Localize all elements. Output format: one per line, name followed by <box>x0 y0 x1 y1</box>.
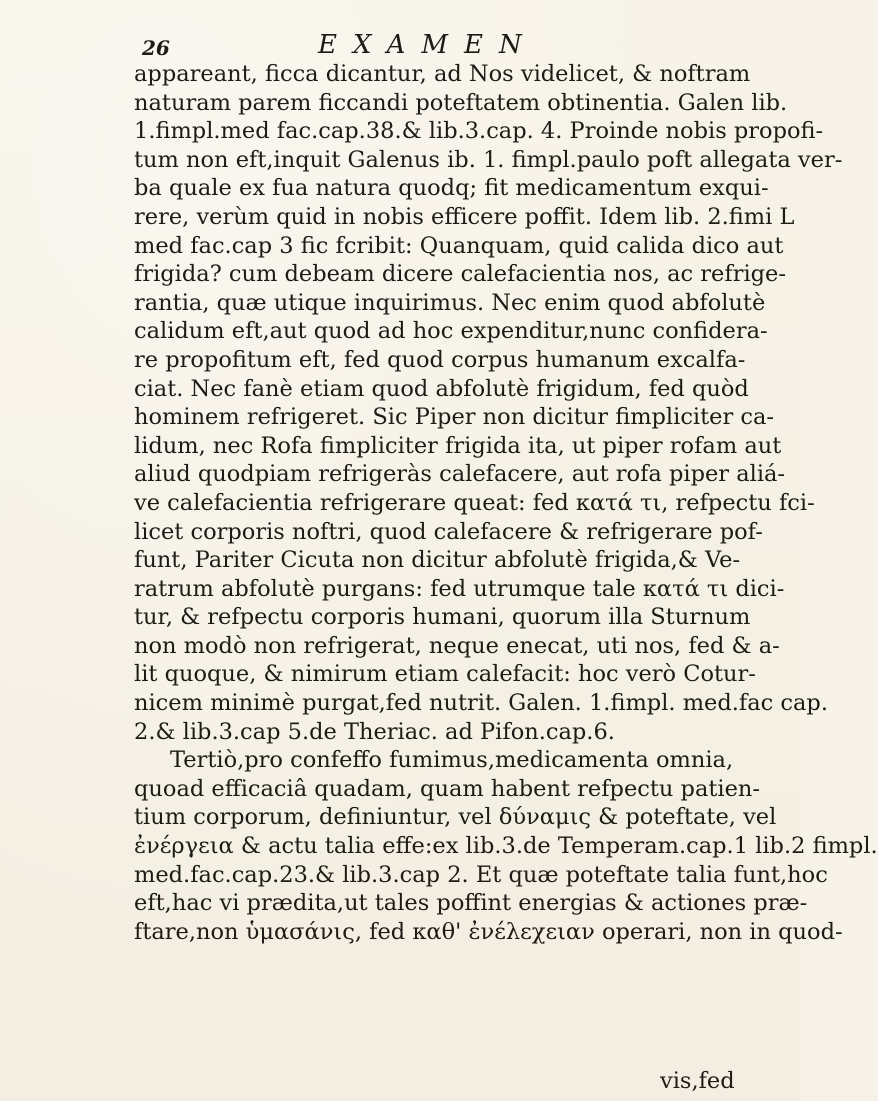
text-line: rere, verùm quid in nobis efficere poffit. Idem lib. 2.fimi L <box>134 203 795 230</box>
text-line: aliud quodpiam refrigeràs calefacere, aut rofa piper aliá- <box>134 461 786 488</box>
text-line: hominem refrigeret. Sic Piper non dicitur fimpliciter ca- <box>134 404 775 431</box>
running-head: EXAMEN <box>318 30 538 60</box>
text-line: rantia, quæ utique inquirimus. Nec enim quod abfolutè <box>134 289 766 316</box>
text-line: calidum eft,aut quod ad hoc expenditur,nunc confidera- <box>134 318 768 345</box>
text-line: tium corporum, definiuntur, vel δύναμις & poteftate, vel <box>134 804 777 831</box>
catchword: vis,fed <box>660 1068 735 1094</box>
text-line: re propofitum eft, fed quod corpus humanum excalfa- <box>134 346 746 373</box>
text-line: lidum, nec Rofa fimpliciter frigida ita, ut piper rofam aut <box>134 432 782 459</box>
text-line: lit quoque, & nimirum etiam calefacit: hoc verò Cotur- <box>134 661 756 688</box>
text-line: 2.& lib.3.cap 5.de Theriac. ad Pifon.cap.6. <box>134 718 615 745</box>
text-line: med.fac.cap.23.& lib.3.cap 2. Et quæ poteftate talia funt,hoc <box>134 861 828 888</box>
text-line: quoad efficaciâ quadam, quam habent refpectu patien- <box>134 775 761 802</box>
text-line: funt, Pariter Cicuta non dicitur abfolutè frigida,& Ve- <box>134 547 741 574</box>
text-line: tur, & refpectu corporis humani, quorum illa Sturnum <box>134 604 751 631</box>
page-header <box>142 20 712 60</box>
text-line: nicem minimè purgat,fed nutrit. Galen. 1.fimpl. med.fac cap. <box>134 690 828 717</box>
text-line: eft,hac vi prædita,ut tales poffint energias & actiones præ- <box>134 890 808 917</box>
text-line: med fac.cap 3 fic fcribit: Quanquam, quid calida dico aut <box>134 232 784 259</box>
text-line: tum non eft,inquit Galenus ib. 1. fimpl.paulo poft allegata ver- <box>134 146 843 173</box>
text-line: 1.fimpl.med fac.cap.38.& lib.3.cap. 4. Proinde nobis propofi- <box>134 118 824 145</box>
text-line: licet corporis noftri, quod calefacere & refrigerare pof- <box>134 518 763 545</box>
text-line: ἐνέργεια & actu talia effe:ex lib.3.de Temperam.cap.1 lib.2 fimpl. <box>134 833 878 860</box>
text-line: ratrum abfolutè purgans: fed utrumque tale κατά τι dici- <box>134 575 785 602</box>
text-line: ve calefacientia refrigerare queat: fed κατά τι, refpectu fci- <box>134 489 815 516</box>
body-text <box>134 60 878 946</box>
text-line: appareant, ficca dicantur, ad Nos videlicet, & noftram <box>134 61 751 87</box>
text-line: ciat. Nec fanè etiam quod abfolutè frigidum, fed quòd <box>134 375 749 402</box>
text-line: ba quale ex fua natura quodq; fit medicamentum exqui- <box>134 175 769 202</box>
page-number: 26 <box>142 36 170 60</box>
text-line: ftare,non ὑμασάνις, fed καθ' ἐνέλεχειαν operari, non in quod- <box>134 918 843 945</box>
text-line: naturam parem ficcandi poteftatem obtinentia. Galen lib. <box>134 89 788 116</box>
text-line: non modò non refrigerat, neque enecat, uti nos, fed & a- <box>134 632 780 659</box>
paragraph-start-line: Tertiò,pro confeffo fumimus,medicamenta omnia, <box>170 747 734 774</box>
text-line: frigida? cum debeam dicere calefacientia nos, ac refrige- <box>134 261 786 288</box>
